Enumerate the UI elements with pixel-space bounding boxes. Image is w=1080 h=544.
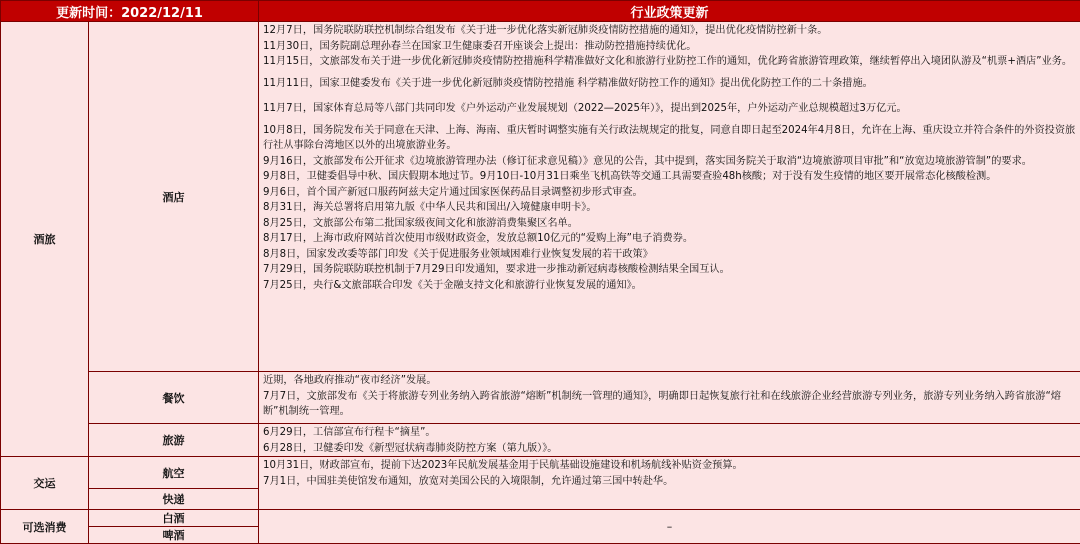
policy-item: 8月17日，上海市政府网站首次使用市级财政资金，发放总额10亿元的“爱购上海”电子消费券。 <box>263 233 694 244</box>
policy-item: 9月6日，首个国产新冠口服药阿兹夫定片通过国家医保药品目录调整初步形式审查。 <box>263 186 643 198</box>
policy-column-header: 行业政策更新 <box>259 1 1080 22</box>
policy-item: 7月25日，央行&文旅部联合印发《关于金融支持文化和旅游行业恢复发展的通知》。 <box>263 279 642 291</box>
policy-item: 6月28日，卫健委印发《新型冠状病毒肺炎防控方案（第九版）》。 <box>263 442 558 454</box>
subsector-express: 快递 <box>89 489 259 510</box>
subsector-catering: 餐饮 <box>89 372 259 424</box>
policy-item: 8月31日，海关总署将启用第九版《中华人民共和国出/入境健康申明卡》。 <box>263 202 597 213</box>
update-time-header: 更新时间：2022/12/11 <box>1 1 259 22</box>
policy-item: 11月30日，国务院副总理孙春兰在国家卫生健康委召开座谈会上提出：推动防控措施持续优化。 <box>263 40 697 52</box>
subsector-hotel: 酒店 <box>89 22 259 372</box>
policy-item: 10月8日，国务院发布关于同意在天津、上海、海南、重庆暂时调整实施有关行政法规规定的批复，同意自即日起至2024年4月8日，允许在上海、重庆设立并符合条件的外资投资旅行社从事除台湾地区以外的出境旅游业务。 <box>263 124 1076 151</box>
policy-item: 7月1日，中国驻美使馆发布通知，放宽对美国公民的入境限制，允许通过第三国中转赴华。 <box>263 475 674 487</box>
subsector-beer: 啤酒 <box>89 527 259 544</box>
policy-cell-hotel <box>259 22 1080 372</box>
policy-cell-optional-empty: – <box>259 510 1080 544</box>
policy-item: 11月15日，文旅部发布关于进一步优化新冠肺炎疫情防控措施科学精准做好文化和旅游行业防控工作的通知，优化跨省旅游管理政策，继续暂停出入境团队游及“机票+酒店”业务。 <box>263 56 1073 67</box>
sector-transport: 交运 <box>1 457 89 510</box>
policy-item: 6月29日，工信部宣布行程卡“摘星”。 <box>263 427 436 438</box>
policy-item: 7月29日，国务院联防联控机制于7月29日印发通知，要求进一步推动新冠病毒核酸检测结果全国互认。 <box>263 264 730 275</box>
policy-item: 10月31日，财政部宣布，提前下达2023年民航发展基金用于民航基础设施建设和机场航线补贴资金预算。 <box>263 460 743 471</box>
policy-item: 11月7日，国家体育总局等八部门共同印发《户外运动产业发展规划（2022—2025年）》，提出到2025年，户外运动产业总规模超过3万亿元。 <box>263 103 907 114</box>
subsector-aviation: 航空 <box>89 457 259 489</box>
subsector-baijiu: 白酒 <box>89 510 259 527</box>
policy-item: 9月8日，卫健委倡导中秋、国庆假期本地过节。9月10日-10月31日乘坐飞机高铁等交通工具需要查验48h核酸；对于没有发生疫情的地区要开展常态化核酸检测。 <box>263 171 997 182</box>
policy-item: 近期，各地政府推动“夜市经济”发展。 <box>263 375 437 386</box>
policy-cell-aviation <box>259 457 1080 510</box>
policy-item: 9月16日，文旅部发布公开征求《边境旅游管理办法（修订征求意见稿）》意见的公告，其中提到，落实国务院关于取消“边境旅游项目审批”和“放宽边境旅游管制”的要求。 <box>263 155 1032 167</box>
policy-item: 11月11日，国家卫健委发布《关于进一步优化新冠肺炎疫情防控措施 科学精准做好防控工作的通知》提出优化防控工作的二十条措施。 <box>263 77 873 89</box>
policy-item: 12月7日，国务院联防联控机制综合组发布《关于进一步优化落实新冠肺炎疫情防控措施的通知》，提出优化疫情防控新十条。 <box>263 25 828 36</box>
policy-cell-catering <box>259 372 1080 424</box>
policy-cell-tourism <box>259 424 1080 457</box>
policy-item: 8月25日，文旅部公布第二批国家级夜间文化和旅游消费集聚区名单。 <box>263 217 578 229</box>
policy-item: 8月8日，国家发改委等部门印发《关于促进服务业领域困难行业恢复发展的若干政策》 <box>263 248 653 260</box>
sector-optional-consumption: 可选消费 <box>1 510 89 544</box>
policy-item: 7月7日，文旅部发布《关于将旅游专列业务纳入跨省旅游“熔断”机制统一管理的通知》，明确即日起恢复旅行社和在线旅游企业经营旅游专列业务，旅游专列业务纳入跨省旅游“熔断”机制统一管理。 <box>263 390 1061 417</box>
subsector-tourism: 旅游 <box>89 424 259 457</box>
sector-hotel-tourism: 酒旅 <box>1 22 89 457</box>
